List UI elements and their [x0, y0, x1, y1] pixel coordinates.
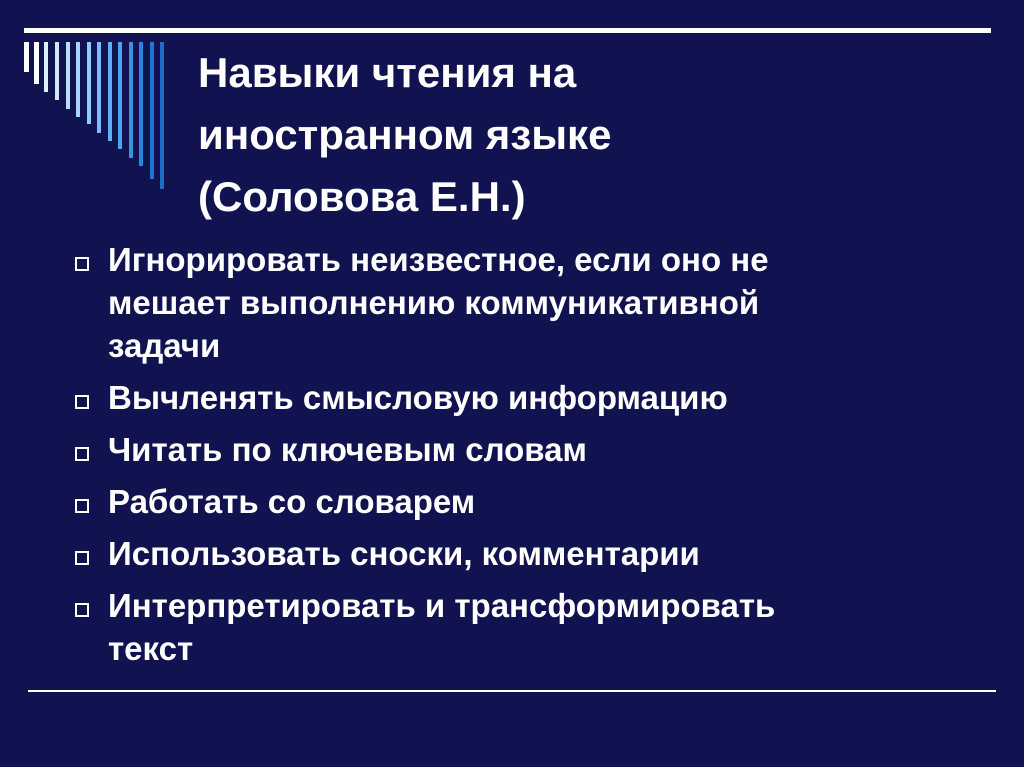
hollow-square-bullet-icon: [75, 499, 89, 513]
slide-title-line-1: Навыки чтения на: [198, 49, 577, 96]
bullet-text-line: Игнорировать неизвестное, если оно не: [108, 241, 769, 278]
stripe-11: [129, 42, 133, 158]
stripe-6: [76, 42, 80, 117]
hollow-square-bullet-icon: [75, 551, 89, 565]
slide-title: [198, 42, 978, 228]
hollow-square-bullet-icon: [75, 447, 89, 461]
stripe-13: [150, 42, 154, 179]
bullet-item-interpret-transform: [72, 584, 972, 670]
skills-bullet-list: [72, 238, 972, 679]
bullet-text-line: текст: [108, 630, 194, 667]
bullet-text-line: Интерпретировать и трансформировать: [108, 587, 776, 624]
bullet-text-line: Работать со словарем: [108, 483, 476, 520]
stripe-7: [87, 42, 91, 124]
bullet-item-dictionary: [72, 480, 972, 523]
stripe-8: [97, 42, 101, 133]
decorative-vertical-stripes: [0, 0, 200, 200]
bullet-text-line: мешает выполнению коммуникативной: [108, 284, 760, 321]
stripe-14: [160, 42, 164, 189]
stripe-1: [24, 42, 29, 72]
stripe-9: [108, 42, 112, 141]
bullet-item-footnotes: [72, 532, 972, 575]
bottom-horizontal-rule: [28, 690, 996, 692]
stripe-12: [139, 42, 143, 166]
bullet-item-extract-meaning: [72, 376, 972, 419]
stripe-3: [44, 42, 48, 92]
hollow-square-bullet-icon: [75, 603, 89, 617]
hollow-square-bullet-icon: [75, 257, 89, 271]
bullet-text-line: Использовать сноски, комментарии: [108, 535, 700, 572]
stripe-10: [118, 42, 122, 149]
stripe-4: [55, 42, 59, 100]
stripe-5: [66, 42, 70, 109]
stripe-2: [34, 42, 39, 84]
slide-title-line-2: иностранном языке: [198, 111, 612, 158]
bullet-text-line: задачи: [108, 327, 221, 364]
slide-title-line-3: (Соловова Е.Н.): [198, 173, 526, 220]
hollow-square-bullet-icon: [75, 395, 89, 409]
bullet-text-line: Вычленять смысловую информацию: [108, 379, 728, 416]
bullet-item-ignore-unknown: [72, 238, 972, 367]
bullet-text-line: Читать по ключевым словам: [108, 431, 587, 468]
bullet-item-keywords: [72, 428, 972, 471]
